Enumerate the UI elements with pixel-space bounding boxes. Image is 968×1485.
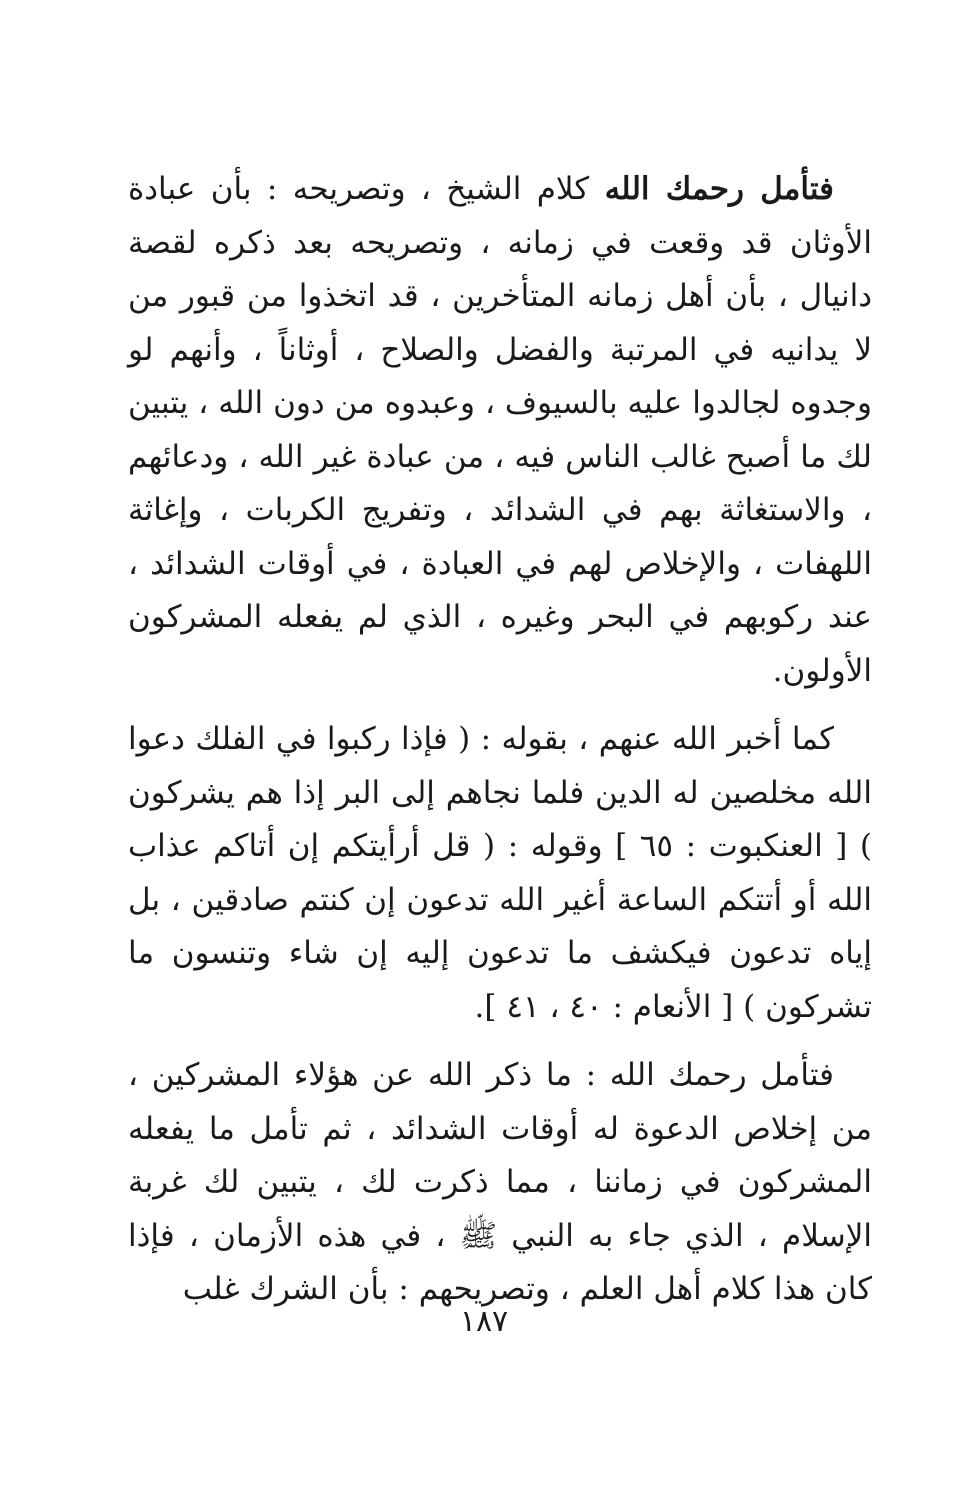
- body-text: [128, 163, 872, 1317]
- paragraph-1: [128, 163, 872, 698]
- paragraph-1-text: كلام الشيخ ، وتصريحه : بأن عبادة الأوثان قد وقعت في زمانه ، وتصريحه بعد ذكره لقصة دانيال ، بأن أهل زمانه المتأخرين ، قد اتخذوا من قبور من لا يدانيه في المرتبة والفضل والصلاح ، أوثاناً ، وأنهم لو وجدوه لجالدوا عليه بالسيوف ، وعبدوه من دون الله ، يتبين لك ما أصبح غالب الناس فيه ، من عبادة غير الله ، ودعائهم ، والاستغاثة بهم في الشدائد ، وتفريج الكربات ، وإغاثة اللهفات ، والإخلاص لهم في العبادة ، في أوقات الشدائد ، عند ركوبهم في البحر وغيره ، الذي لم يفعله المشركون الأولون.: [128, 171, 872, 689]
- paragraph-3: فتأمل رحمك الله : ما ذكر الله عن هؤلاء المشركين ، من إخلاص الدعوة له أوقات الشدائد ، ثم تأمل ما يفعله المشركون في زماننا ، مما ذكرت لك ، يتبين لك غربة الإسلام ، الذي جاء به النبي ﷺ ، في هذه الأزمان ، فإذا كان هذا كلام أهل العلم ، وتصريحهم : بأن الشرك غلب: [128, 1057, 872, 1307]
- bold-lead-phrase: فتأمل رحمك الله: [604, 171, 834, 207]
- page-number: ١٨٧: [459, 1304, 509, 1339]
- paragraph-2: كما أخبر الله عنهم ، بقوله : ( فإذا ركبوا في الفلك دعوا الله مخلصين له الدين فلما نجاهم إلى البر إذا هم يشركون ) [ العنكبوت : ٦٥ ] وقوله : ( قل أرأيتكم إن أتاكم عذاب الله أو أتتكم الساعة أغير الله تدعون إن كنتم صادقين ، بل إياه تدعون فيكشف ما تدعون إليه إن شاء وتنسون ما تشركون ) [ الأنعام : ٤٠ ، ٤١ ].: [128, 721, 872, 1025]
